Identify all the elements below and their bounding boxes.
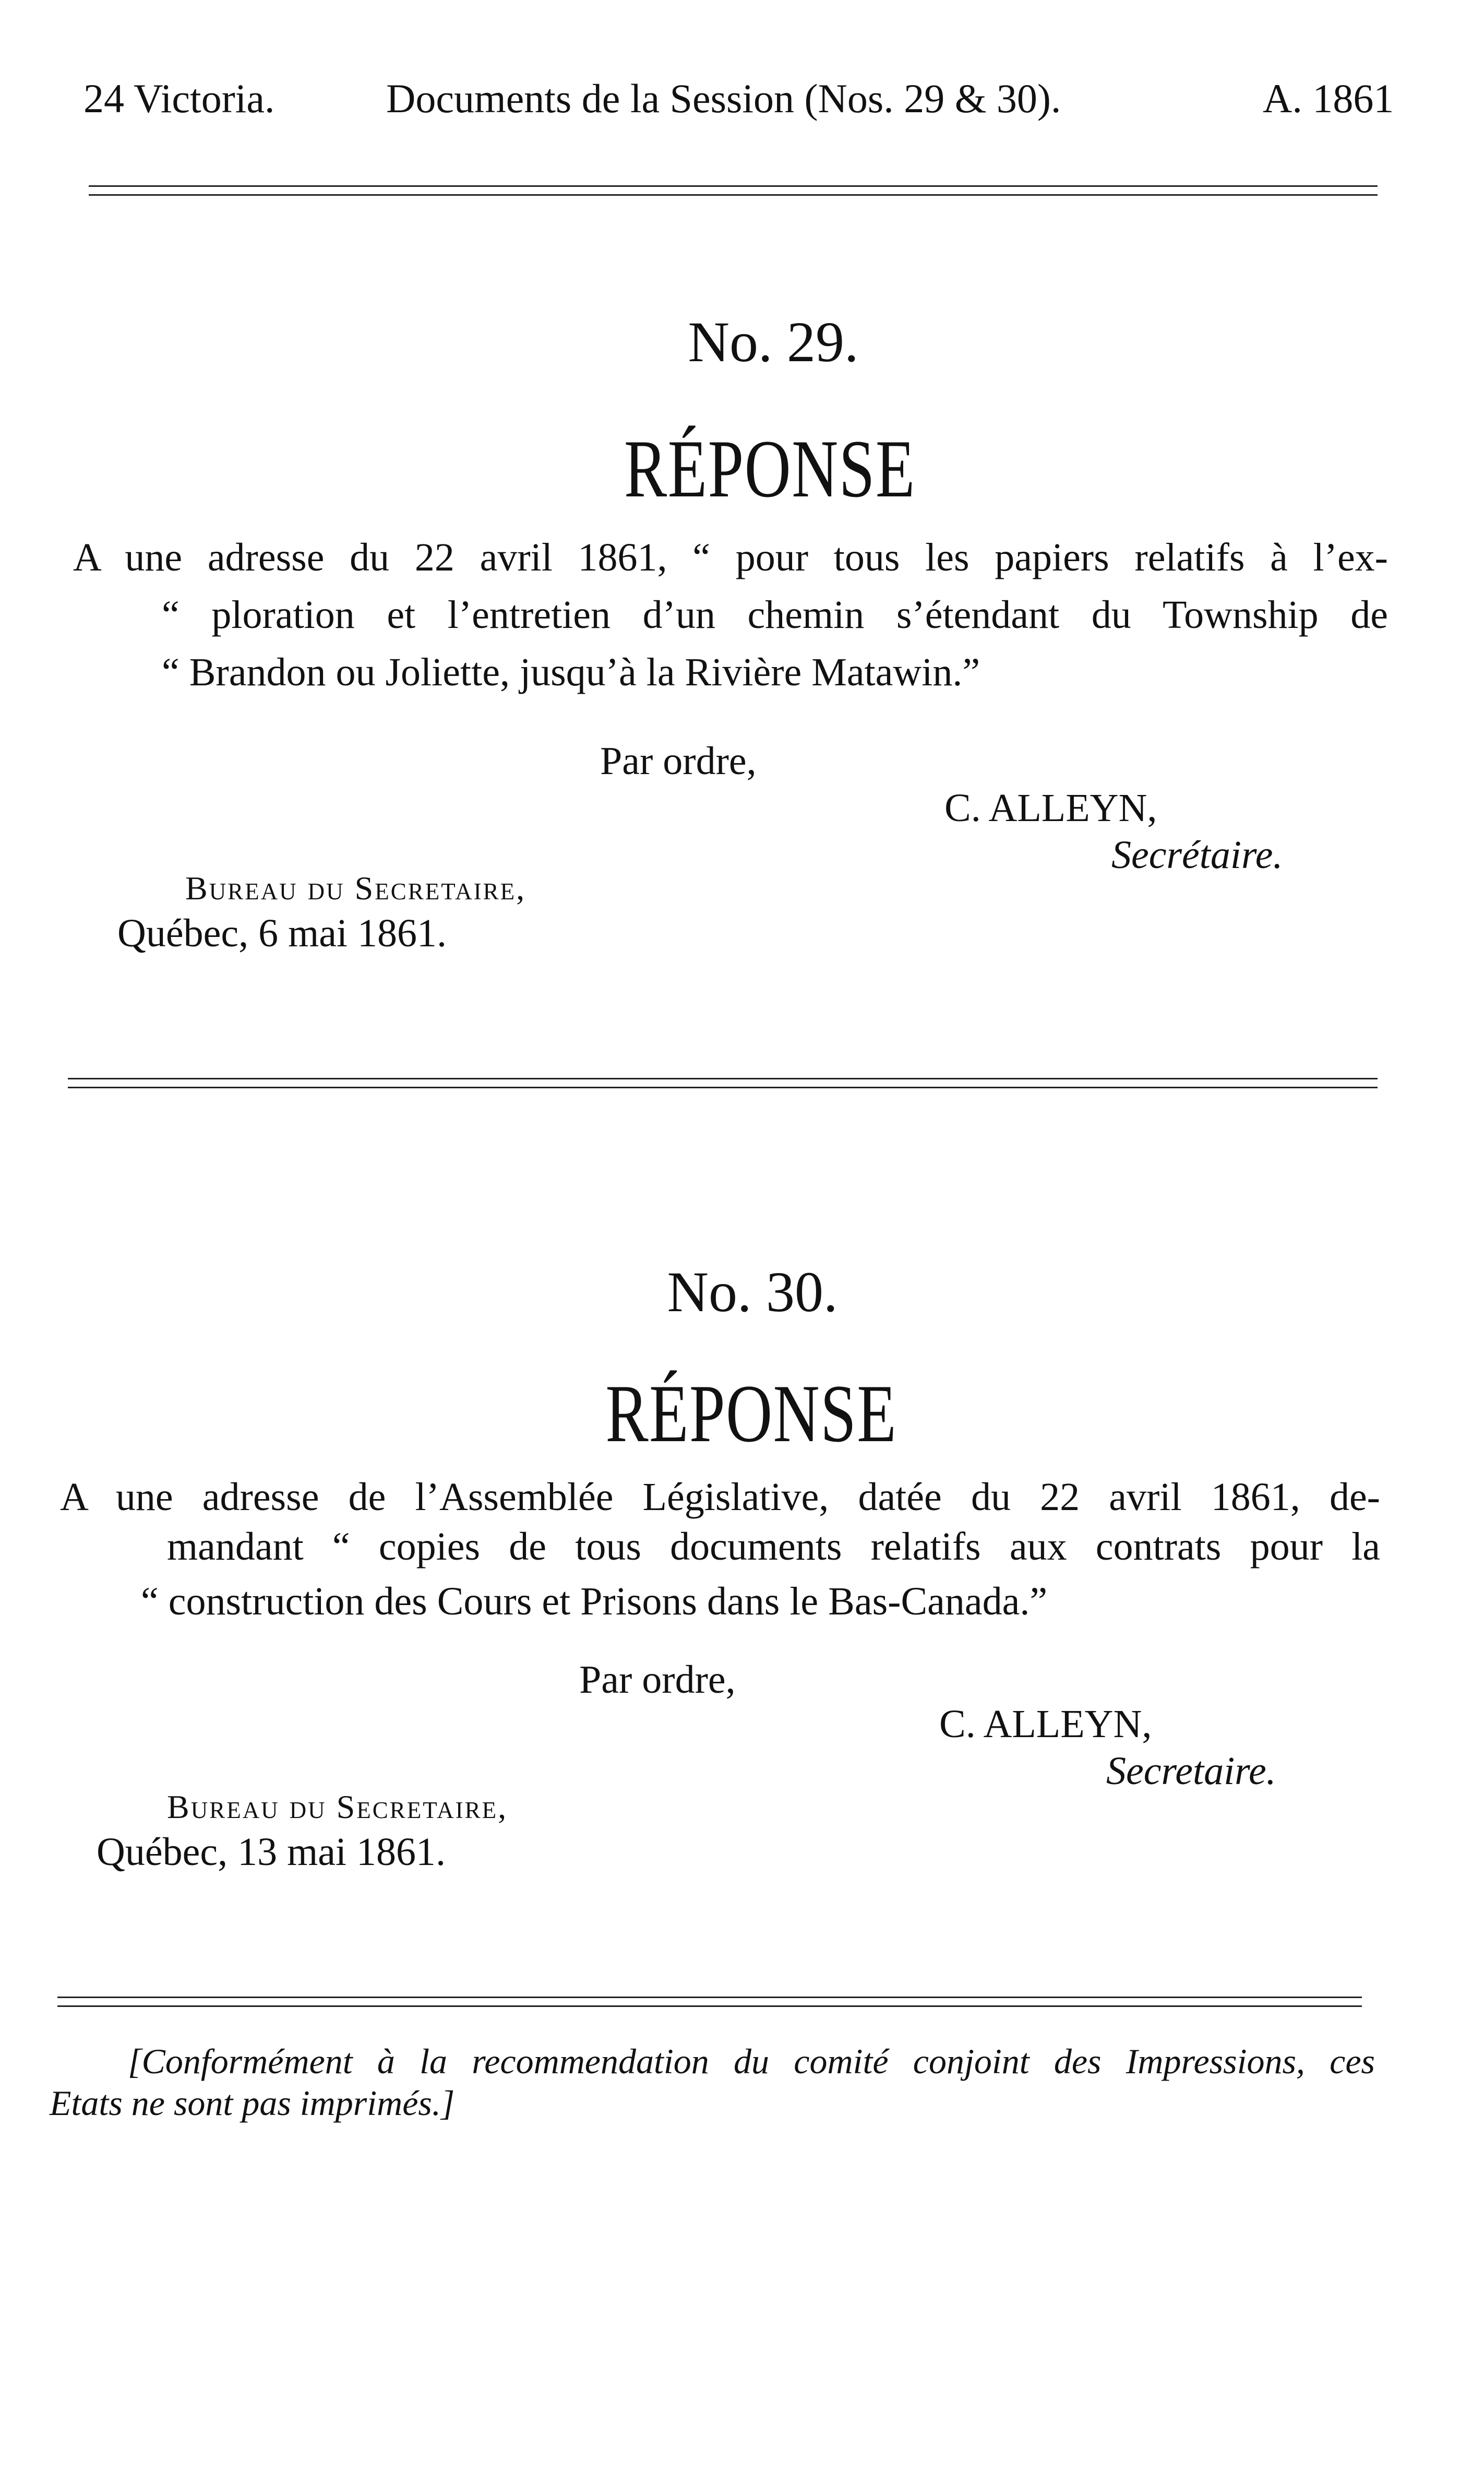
section-rule <box>68 1078 1378 1088</box>
place-date: Québec, 6 mai 1861. <box>117 911 447 955</box>
signatory-title: Secrétaire. <box>1111 833 1283 877</box>
office-name: Bureau du Secretaire, <box>185 870 526 907</box>
section-text-line: “ ploration et l’entretien d’un chemin s’étendant du Township de <box>162 593 1388 637</box>
office-name: Bureau du Secretaire, <box>167 1788 508 1825</box>
header-right: A. 1861 <box>1263 76 1394 121</box>
section-text-line: “ Brandon ou Joliette, jusqu’à la Rivière Matawin.” <box>162 650 980 694</box>
par-ordre: Par ordre, <box>579 1658 736 1702</box>
section-title: RÉPONSE <box>624 423 916 515</box>
section-number: No. 30. <box>667 1260 838 1324</box>
signatory-name: C. ALLEYN, <box>944 786 1157 830</box>
place-date: Québec, 13 mai 1861. <box>97 1830 446 1874</box>
section-text-line: mandant “ copies de tous documents relatifs aux contrats pour la <box>167 1525 1380 1569</box>
header-center: Documents de la Session (Nos. 29 & 30). <box>386 76 1061 121</box>
footer-rule <box>57 1997 1362 2007</box>
section-text-line: “ construction des Cours et Prisons dans le Bas-Canada.” <box>141 1579 1048 1623</box>
section-title: RÉPONSE <box>605 1368 897 1459</box>
footnote-line: [Conformément à la recommendation du comité conjoint des Impressions, ces <box>128 2041 1375 2081</box>
section-text-line: A une adresse de l’Assemblée Législative, datée du 22 avril 1861, de- <box>60 1475 1380 1519</box>
signatory-title: Secretaire. <box>1106 1749 1276 1793</box>
section-text-line: A une adresse du 22 avril 1861, “ pour tous les papiers relatifs à l’ex- <box>73 536 1388 579</box>
footnote-line: Etats ne sont pas imprimés.] <box>50 2083 455 2123</box>
header-rule <box>89 185 1378 196</box>
section-number: No. 29. <box>688 310 859 374</box>
signatory-name: C. ALLEYN, <box>939 1702 1152 1746</box>
header-left: 24 Victoria. <box>83 76 275 121</box>
par-ordre: Par ordre, <box>600 739 757 783</box>
